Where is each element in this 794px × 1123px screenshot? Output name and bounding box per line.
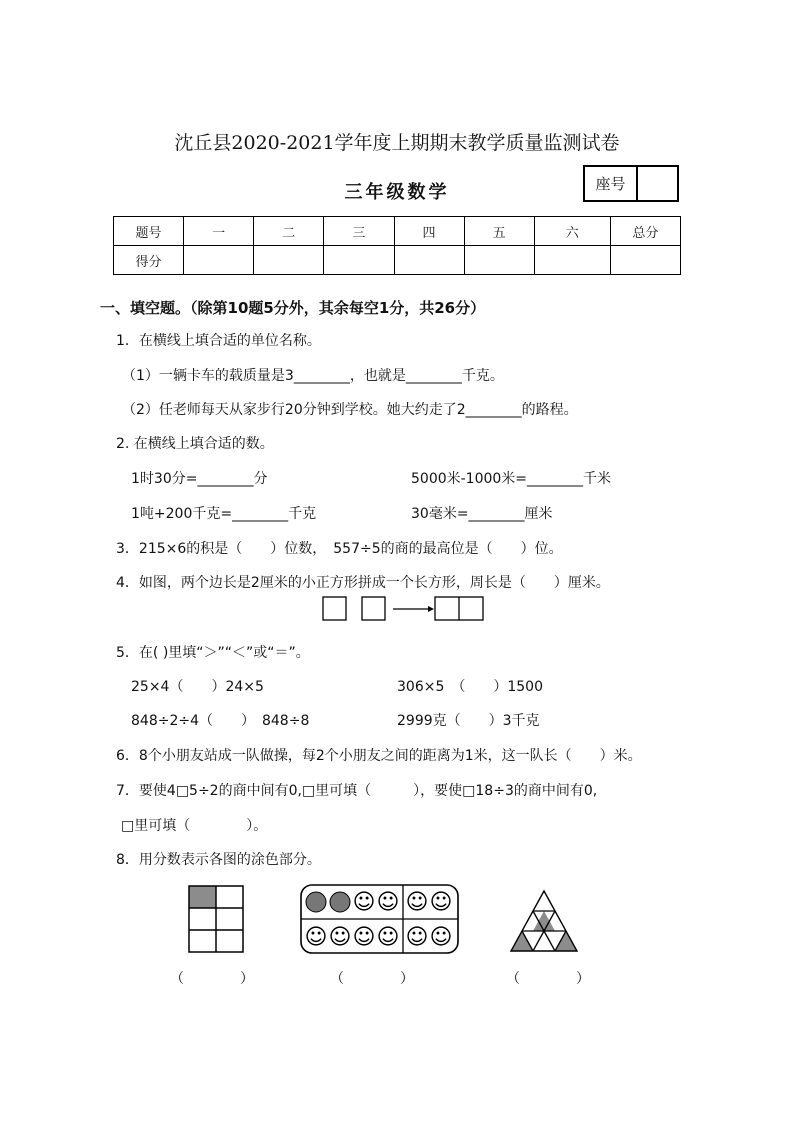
shaded-cell <box>189 886 216 908</box>
score-header-cell: 题号 <box>114 217 184 246</box>
face-icon: ☺ <box>352 925 376 950</box>
score-header-cell: 一 <box>184 217 254 246</box>
q3-text: 3．215×6的积是（ ）位数， 557÷5的商的最高位是（ ）位。 <box>116 541 563 557</box>
face-icon: ☺ <box>429 925 453 950</box>
q4-squares-figure <box>320 596 488 623</box>
q2-b: 5000米-1000米=________千米 <box>411 471 612 487</box>
q1-stem: 1．在横线上填合适的单位名称。 <box>116 333 321 349</box>
q8-grid-figure <box>187 884 247 956</box>
score-cell[interactable] <box>610 246 680 275</box>
q8-answer-blank-1[interactable]: （ ） <box>170 971 254 987</box>
q6-text: 6．8个小朋友站成一队做操，每2个小朋友之间的距离为1米，这一队长（ ）米。 <box>116 748 642 764</box>
score-header-cell: 三 <box>324 217 394 246</box>
seat-number-box <box>583 165 679 202</box>
page-subtitle: 三年级数学 <box>344 182 450 203</box>
q2-a: 1时30分=________分 <box>131 471 268 487</box>
score-header-cell: 五 <box>464 217 534 246</box>
q1-part-a: （1）一辆卡车的载质量是3________，也就是________千克。 <box>122 368 504 384</box>
score-row-label: 得分 <box>114 246 184 275</box>
shaded-triangle <box>555 931 577 951</box>
q5-d: 2999克（ ）3千克 <box>397 713 540 729</box>
face-icon: ☺ <box>429 890 453 915</box>
face-row-top <box>306 890 452 915</box>
q2-stem: 2. 在横线上填合适的数。 <box>116 436 274 452</box>
section-title: 一、填空题。（除第10题5分外，其余每空1分，共26分） <box>100 299 486 317</box>
face-shaded-icon <box>306 892 326 912</box>
score-cell[interactable] <box>184 246 254 275</box>
q4-text: 4．如图，两个边长是2厘米的小正方形拼成一个长方形，周长是（ ）厘米。 <box>116 575 610 591</box>
score-cell[interactable] <box>254 246 324 275</box>
face-icon: ☺ <box>328 925 352 950</box>
q8-faces-figure <box>299 883 461 957</box>
score-table <box>113 216 681 275</box>
q7-line2: □里可填（ ）。 <box>121 818 268 834</box>
face-shaded-icon <box>330 892 350 912</box>
q2-c: 1吨+200千克=________千克 <box>131 506 317 522</box>
arrow-head-icon <box>428 606 434 612</box>
q8-triangle-figure <box>509 888 579 954</box>
q8-answer-blank-2[interactable]: （ ） <box>330 971 414 987</box>
shaded-triangle <box>511 931 533 951</box>
score-cell[interactable] <box>534 246 610 275</box>
face-icon: ☺ <box>376 890 400 915</box>
score-header-cell: 六 <box>534 217 610 246</box>
score-cell[interactable] <box>324 246 394 275</box>
face-row-bottom <box>305 925 453 950</box>
page-title: 沈丘县2020-2021学年度上期期末教学质量监测试卷 <box>174 132 620 154</box>
seat-number-field[interactable] <box>638 167 677 200</box>
q5-a: 25×4（ ）24×5 <box>131 679 264 695</box>
q5-stem: 5．在( )里填“＞”“＜”或“＝”。 <box>116 645 310 661</box>
small-square <box>362 597 385 620</box>
small-square <box>323 597 346 620</box>
face-icon: ☺ <box>304 925 328 950</box>
shaded-triangle <box>533 911 555 931</box>
q5-c: 848÷2÷4（ ） 848÷8 <box>131 713 310 729</box>
score-header-cell: 总分 <box>610 217 680 246</box>
q7-line1: 7．要使4□5÷2的商中间有0,□里可填（ ），要使□18÷3的商中间有0, <box>116 783 598 799</box>
face-icon: ☺ <box>405 925 429 950</box>
score-cell[interactable] <box>394 246 464 275</box>
q5-b: 306×5 （ ）1500 <box>397 679 543 695</box>
q2-d: 30毫米=________厘米 <box>411 506 553 522</box>
score-header-cell: 四 <box>394 217 464 246</box>
q8-answer-blank-3[interactable]: （ ） <box>506 971 590 987</box>
seat-label: 座号 <box>585 167 638 200</box>
q1-part-b: （2）任老师每天从家步行20分钟到学校。她大约走了2________的路程。 <box>122 402 578 418</box>
face-icon: ☺ <box>352 890 376 915</box>
face-icon: ☺ <box>405 890 429 915</box>
face-icon: ☺ <box>376 925 400 950</box>
score-table-header-row <box>114 217 681 246</box>
score-table-score-row <box>114 246 681 275</box>
q8-stem: 8．用分数表示各图的涂色部分。 <box>116 852 321 868</box>
score-cell[interactable] <box>464 246 534 275</box>
score-header-cell: 二 <box>254 217 324 246</box>
